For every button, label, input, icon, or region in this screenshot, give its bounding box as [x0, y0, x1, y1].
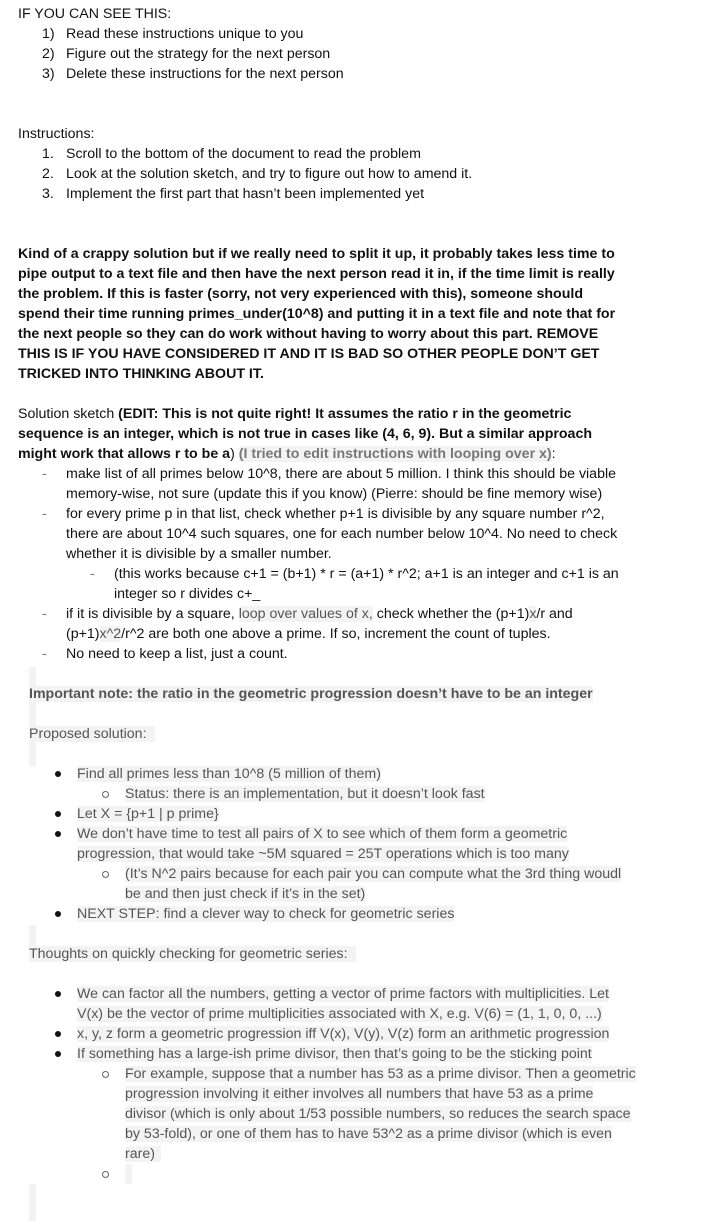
proposed-item — [77, 844, 569, 864]
proposed-subitem — [125, 864, 621, 884]
suggestion-bar — [29, 1184, 36, 1221]
bullet-icon — [55, 1031, 61, 1037]
text: progression involving it either involves all numbers that have 53 as a prime — [125, 1086, 594, 1102]
edit-note: EDIT: This is not quite right! It assumes the ratio r in the geometric — [122, 406, 572, 422]
bullet-icon — [55, 771, 61, 777]
comment-highlight: x^2 — [99, 626, 122, 642]
text: /r^2 are both one above a prime. If so, increment the count of tuples. — [121, 626, 551, 642]
notice-item: Figure out the strategy for the next person — [66, 46, 331, 62]
instruction-item: Scroll to the bottom of the document to read the problem — [66, 146, 421, 162]
note-line: the problem. If this is faster (sorry, not very experienced with this), someone should — [18, 286, 583, 302]
dash-marker: - — [42, 506, 47, 522]
text: Let X = {p+1 | p prime} — [77, 806, 219, 822]
sketch-heading-line1 — [18, 404, 571, 424]
text: (p+1) — [66, 626, 100, 642]
thoughts-heading-text: Thoughts on quickly checking for geometric series: — [29, 946, 356, 962]
sketch-heading-line3 — [18, 444, 556, 464]
edit-comment: (I tried to edit instructions with looping over x) — [238, 446, 552, 462]
text: by 53-fold), or one of them has to have 53^2 as a prime divisor (which is even — [125, 1126, 612, 1142]
thoughts-item — [77, 1024, 609, 1044]
thoughts-subitem — [125, 1084, 593, 1104]
note-line: spend their time running primes_under(10^8) and putting it in a text file and note that for — [18, 306, 616, 322]
sketch-item: whether it is divisible by a smaller number. — [66, 546, 332, 562]
bullet-icon — [55, 911, 61, 917]
text: V(x) be the vector of prime multiplicities associated with X, e.g. V(6) = (1, 1, 0, 0, ...) — [77, 1006, 602, 1022]
important-note-text: Important note: the ratio in the geometric progression doesn’t have to be an integer — [29, 686, 593, 702]
thoughts-subitem — [125, 1124, 612, 1144]
notice-item-num: 1) — [42, 26, 55, 42]
circle-bullet-icon — [102, 1071, 109, 1078]
bullet-icon — [55, 1051, 61, 1057]
thoughts-item — [77, 1044, 592, 1064]
instruction-num: 2. — [42, 166, 54, 182]
text: rare) — [125, 1146, 161, 1162]
sketch-item — [66, 604, 573, 624]
text: If something has a large-ish prime divisor, then that’s going to be the sticking point — [77, 1046, 592, 1062]
edit-open: ( — [118, 406, 123, 422]
text: For example, suppose that a number has 53 as a prime divisor. Then a geometric — [125, 1066, 636, 1082]
thoughts-item — [77, 1004, 602, 1024]
text: check whether the (p+1) — [372, 606, 530, 622]
text: x, y, z form a geometric progression iff V(x), V(y), V(z) form an arithmetic progression — [77, 1026, 610, 1042]
sketch-item — [66, 624, 551, 644]
text: Find all primes less than 10^8 (5 million of them) — [77, 766, 381, 782]
circle-bullet-icon — [102, 791, 109, 798]
text: /r and — [536, 606, 573, 622]
sketch-item: make list of all primes below 10^8, there are about 5 million. I think this should be viable — [66, 466, 617, 482]
thoughts-subitem — [125, 1144, 161, 1164]
text: divisor (which is only about 1/53 possible numbers, so reduces the search space — [125, 1106, 631, 1122]
suggestion-bar — [29, 667, 36, 767]
notice-item-num: 3) — [42, 66, 55, 82]
text: We can factor all the numbers, getting a vector of prime factors with multiplicities. Let — [77, 986, 609, 1002]
text: be and then just check if it’s in the set) — [125, 886, 366, 902]
instruction-item: Implement the first part that hasn’t been implemented yet — [66, 186, 425, 202]
text: Status: there is an implementation, but it doesn’t look fast — [125, 786, 485, 802]
instructions-heading: Instructions: — [18, 126, 95, 142]
sketch-subitem: integer so r divides c+_ — [114, 586, 261, 602]
note-line: pipe output to a text file and then have the next person read it in, if the time limit is really — [18, 266, 615, 282]
text: (It’s N^2 pairs because for each pair you can compute what the 3rd thing woudl — [125, 866, 622, 882]
comment-highlight: loop over values of x, — [238, 606, 373, 622]
sketch-item: No need to keep a list, just a count. — [66, 646, 288, 662]
note-line: the next people so they can do work without having to worry about this part. REMOVE — [18, 326, 599, 342]
notice-item: Read these instructions unique to you — [66, 26, 304, 42]
edit-close: ) — [230, 446, 239, 462]
text: if it is divisible by a square, — [66, 606, 239, 622]
important-note — [29, 684, 593, 704]
edit-note: sequence is an integer, which is not true in cases like (4, 6, 9). But a similar approach — [18, 426, 592, 442]
thoughts-item — [77, 984, 609, 1004]
comment-highlight: x — [529, 606, 537, 622]
sketch-label: Solution sketch — [18, 406, 119, 422]
proposed-heading — [29, 724, 155, 744]
proposed-item — [77, 764, 381, 784]
sketch-subitem: (this works because c+1 = (b+1) * r = (a+1) * r^2; a+1 is an integer and c+1 is an — [114, 566, 619, 582]
colon: : — [551, 446, 556, 462]
text: We don’t have time to test all pairs of X to see which of them form a geometric — [77, 826, 568, 842]
text: NEXT STEP: find a clever way to check for geometric series — [77, 906, 455, 922]
bullet-icon — [55, 991, 61, 997]
sketch-item: for every prime p in that list, check whether p+1 is divisible by any square number r^2, — [66, 506, 605, 522]
thoughts-subitem — [125, 1064, 636, 1084]
circle-bullet-icon — [102, 1171, 109, 1178]
notice-item: Delete these instructions for the next person — [66, 66, 344, 82]
note-line: TRICKED INTO THINKING ABOUT IT. — [18, 366, 264, 382]
edit-note: might work that allows r to be a — [18, 446, 231, 462]
thoughts-subitem — [125, 1104, 631, 1124]
instruction-num: 3. — [42, 186, 54, 202]
sketch-item: there are about 10^4 such squares, one for each number below 10^4. No need to check — [66, 526, 618, 542]
empty-list-item[interactable] — [125, 1164, 132, 1184]
proposed-item — [77, 904, 454, 924]
dash-marker: - — [42, 646, 47, 662]
dash-marker: - — [42, 466, 47, 482]
proposed-item — [77, 804, 219, 824]
proposed-subitem — [125, 884, 365, 904]
bullet-icon — [55, 811, 61, 817]
notice-heading: IF YOU CAN SEE THIS: — [18, 6, 172, 22]
proposed-heading-text: Proposed solution: — [29, 726, 155, 742]
dash-marker: - — [42, 606, 47, 622]
note-line: THIS IS IF YOU HAVE CONSIDERED IT AND IT IS BAD SO OTHER PEOPLE DON’T GET — [18, 346, 600, 362]
text: progression, that would take ~5M squared = 25T operations which is too many — [77, 846, 569, 862]
circle-bullet-icon — [102, 871, 109, 878]
notice-item-num: 2) — [42, 46, 55, 62]
note-line: Kind of a crappy solution but if we really need to split it up, it probably takes less time to — [18, 246, 615, 262]
sketch-item: memory-wise, not sure (update this if you know) (Pierre: should be fine memory wise) — [66, 486, 603, 502]
thoughts-heading — [29, 944, 356, 964]
proposed-subitem — [125, 784, 485, 804]
proposed-item — [77, 824, 567, 844]
instruction-num: 1. — [42, 146, 54, 162]
bullet-icon — [55, 831, 61, 837]
instruction-item: Look at the solution sketch, and try to figure out how to amend it. — [66, 166, 473, 182]
dash-marker: - — [90, 566, 95, 582]
